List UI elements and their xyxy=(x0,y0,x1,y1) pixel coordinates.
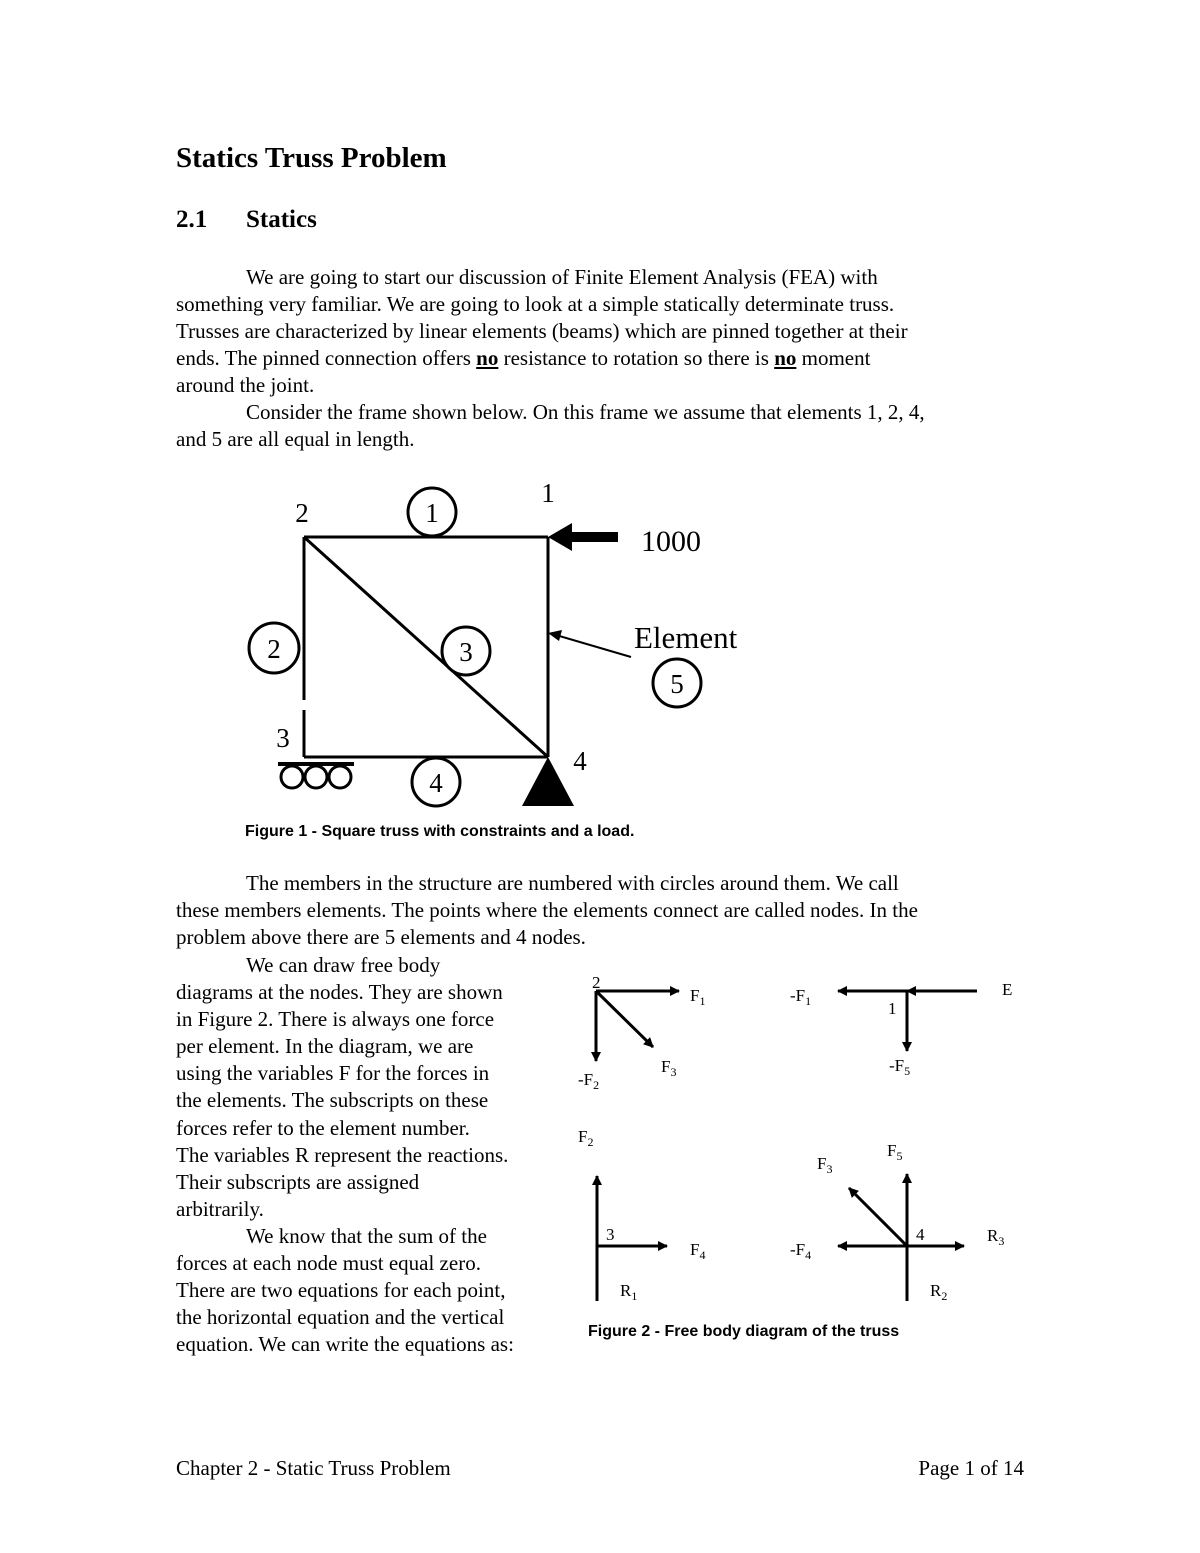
page-title: Statics Truss Problem xyxy=(176,142,447,174)
node-label-4: 4 xyxy=(573,746,587,776)
figure-1-truss-diagram xyxy=(0,470,1200,850)
text-line: The members in the structure are numbered with circles around them. We call xyxy=(246,871,899,895)
text-line: diagrams at the nodes. They are shown xyxy=(176,980,503,1005)
fbd-node4-r2-label: $R_2$ xyxy=(930,1281,948,1303)
text-line: We know that the sum of the xyxy=(246,1223,487,1248)
section-title: Statics xyxy=(246,206,317,233)
fbd-node2-label: 2 xyxy=(592,973,601,992)
emphasis-no: no xyxy=(774,346,797,370)
figure-2-free-body-diagrams xyxy=(560,960,1040,1320)
fbd-node2-f3-label: $F_3$ xyxy=(661,1057,677,1079)
text-line: We are going to start our discussion of Finite Element Analysis (FEA) with xyxy=(246,265,878,289)
figure-1-caption: Figure 1 - Square truss with constraints and a load. xyxy=(245,823,635,840)
text-line: the horizontal equation and the vertical xyxy=(176,1305,505,1330)
intro-paragraphs xyxy=(176,264,1036,453)
text-line: in Figure 2. There is always one force xyxy=(176,1007,495,1032)
fbd-node4-r3-label: $R_3$ xyxy=(987,1226,1005,1248)
element-text-label: Element xyxy=(634,620,738,655)
text-line: forces at each node must equal zero. xyxy=(176,1251,481,1276)
footer-chapter-title: Chapter 2 - Static Truss Problem xyxy=(176,1456,451,1480)
fbd-node3-r1-label: $R_1$ xyxy=(620,1281,638,1303)
fbd-node1-e-label: E xyxy=(1002,980,1013,999)
fbd-node1-f5-label: $-F_5$ xyxy=(889,1056,911,1078)
text-line: these members elements. The points where the elements connect are called nodes. In the xyxy=(176,898,918,922)
text-line: Their subscripts are assigned xyxy=(176,1169,420,1194)
fbd-node1-f1-label: $-F_1$ xyxy=(790,986,812,1008)
text-line: and 5 are all equal in length. xyxy=(176,427,415,451)
section-number: 2.1 xyxy=(176,206,208,233)
footer-page-number: Page 1 of 14 xyxy=(918,1456,1024,1480)
text-line: Consider the frame shown below. On this frame we assume that elements 1, 2, 4, xyxy=(246,400,925,424)
fbd-node4-f5-label: $F_5$ xyxy=(887,1141,903,1163)
text-line: problem above there are 5 elements and 4 nodes. xyxy=(176,925,586,949)
free-body-text-column xyxy=(176,952,571,1358)
roller-wheels xyxy=(281,766,351,788)
node-label-2: 2 xyxy=(295,498,309,528)
fbd-node3-label: 3 xyxy=(606,1225,615,1244)
text-line: We can draw free body xyxy=(246,953,441,977)
node-label-1: 1 xyxy=(541,478,555,508)
pin-support xyxy=(522,757,574,806)
element-pointer-line xyxy=(556,635,631,657)
element-label-2: 2 xyxy=(267,634,281,664)
text-line: There are two equations for each point, xyxy=(176,1278,506,1303)
element-label-1: 1 xyxy=(425,498,439,528)
fbd-node2-f1-label: $F_1$ xyxy=(690,986,706,1008)
text-line: equation. We can write the equations as: xyxy=(176,1332,514,1357)
emphasis-no: no xyxy=(476,346,499,370)
truss-member-3 xyxy=(304,537,548,757)
text-line: something very familiar. We are going to look at a simple statically determinate truss. xyxy=(176,292,895,316)
text-line: arbitrarily. xyxy=(176,1196,264,1221)
figure-2-caption: Figure 2 - Free body diagram of the truss xyxy=(588,1323,900,1340)
fbd-node3-f4-label: $F_4$ xyxy=(690,1240,706,1262)
fbd-node4-f4-label: $-F_4$ xyxy=(790,1240,812,1262)
fbd-node4-label: 4 xyxy=(916,1225,925,1244)
element-label-5: 5 xyxy=(670,669,684,699)
load-arrow-head xyxy=(548,523,572,551)
element-label-4: 4 xyxy=(429,768,443,798)
text-line: The variables R represent the reactions. xyxy=(176,1142,509,1167)
text-line: ends. The pinned connection offers no resistance to rotation so there is no moment xyxy=(176,346,871,370)
fbd-node4-f3-arrow xyxy=(849,1188,907,1246)
fbd-node3-f2-label: $F_2$ xyxy=(578,1127,594,1149)
text-line: the elements. The subscripts on these xyxy=(176,1088,489,1113)
element-label-3: 3 xyxy=(459,637,473,667)
elements-nodes-paragraph xyxy=(176,870,1036,951)
text-line: using the variables F for the forces in xyxy=(176,1061,490,1086)
fbd-node4-f3-label: $F_3$ xyxy=(817,1154,833,1176)
fbd-node2-f3-arrow xyxy=(596,991,653,1047)
text-line: per element. In the diagram, we are xyxy=(176,1034,474,1059)
fbd-node2-f2-label: $-F_2$ xyxy=(578,1070,600,1092)
fbd-node1-label: 1 xyxy=(888,999,897,1018)
text-line: around the joint. xyxy=(176,373,315,397)
node-label-3: 3 xyxy=(276,723,290,753)
text-line: Trusses are characterized by linear elements (beams) which are pinned together at their xyxy=(176,319,908,343)
text-line: forces refer to the element number. xyxy=(176,1115,470,1140)
load-label: 1000 xyxy=(641,525,701,558)
element-pointer-head xyxy=(548,630,562,641)
